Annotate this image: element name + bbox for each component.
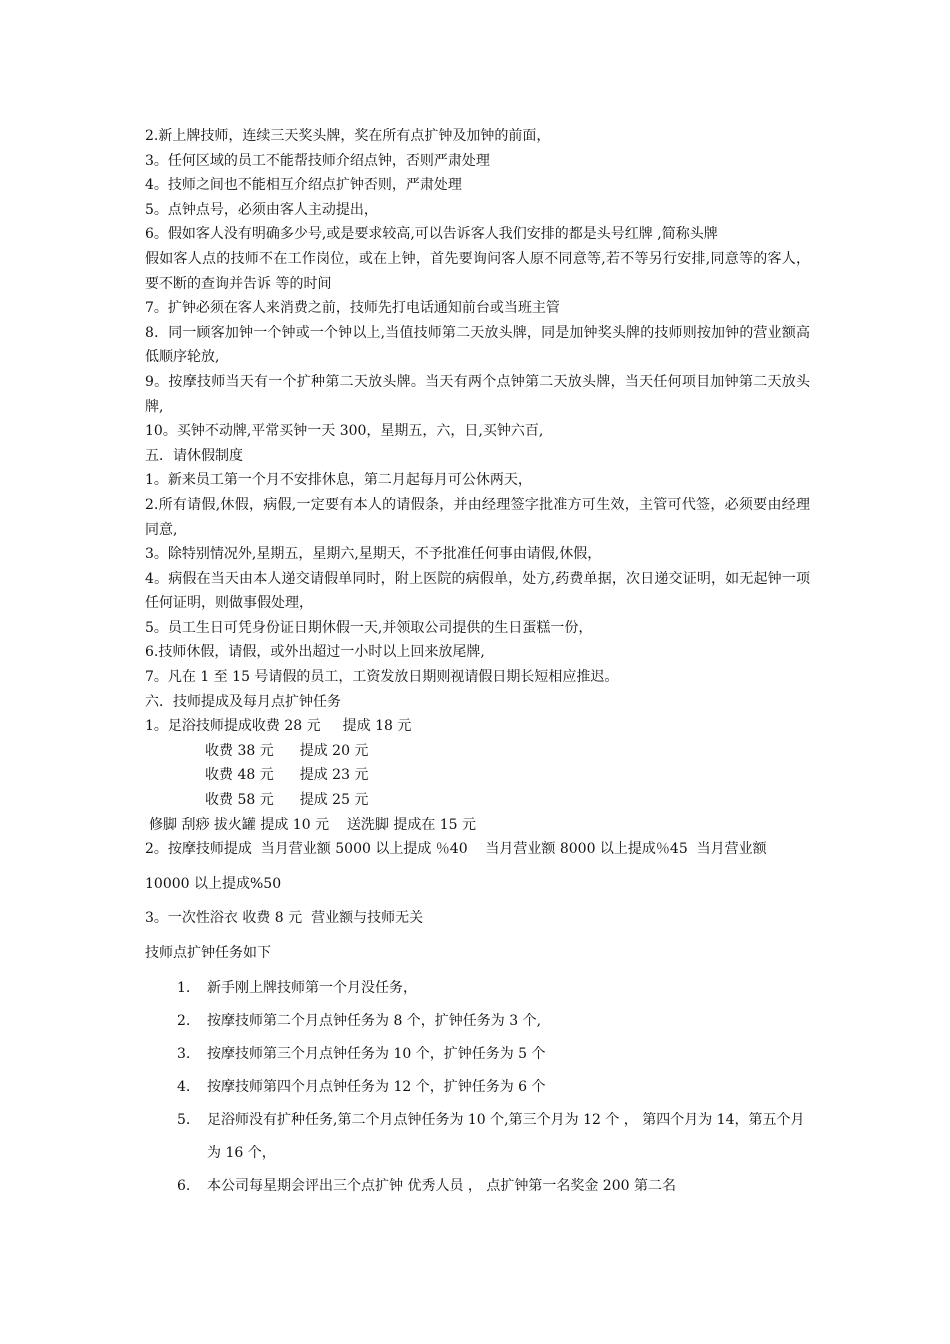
commission-foot-amount: 提成 18 元 <box>342 718 412 735</box>
list-item-text: 本公司每星期会评出三个点扩钟 优秀人员 ， 点扩钟第一名奖金 200 第二名 <box>207 1177 676 1194</box>
rule-massage-head-card: 9。按摩技师当天有一个扩种第二天放头牌。当天有两个点钟第二天放头牌，当天任何项目加钟第二天放头牌, <box>145 373 810 415</box>
list-item-text: 按摩技师第二个月点钟任务为 8 个，扩钟任务为 3 个, <box>207 1012 542 1029</box>
list-item-text: 按摩技师第三个月点钟任务为 10 个，扩钟任务为 5 个 <box>207 1045 546 1062</box>
task-heading: 技师点扩钟任务如下 <box>145 945 271 961</box>
list-item <box>145 1104 810 1170</box>
commission-row <box>145 739 810 764</box>
rule-no-referral-staff: 3。任何区域的员工不能帮技师介绍点钟，否则严肃处理 <box>145 152 490 169</box>
list-item-text: 新手刚上牌技师第一个月没任务， <box>207 979 417 996</box>
section-heading-leave: 五．请休假制度 <box>145 447 243 464</box>
rule-technician-unavailable: 假如客人点的技师不在工作岗位，或在上钟，首先要询问客人原不同意等,若不等另行安排,同意等的客人，要不断的查询并告诉 等的时间 <box>145 250 810 292</box>
leave-rule-approval: 2.所有请假,休假，病假,一定要有本人的请假条，并由经理签字批准方可生效，主管可代签，必须要由经理同意, <box>145 496 810 538</box>
rule-extend-notify: 7。扩钟必须在客人来消费之前，技师先打电话通知前台或当班主管 <box>145 300 560 317</box>
list-item-number: 2. <box>177 1012 191 1029</box>
leave-rule-new-staff: 1。新来员工第一个月不安排休息，第二月起每月可公休两天， <box>145 472 532 489</box>
task-list <box>145 972 810 1203</box>
list-item-text: 按摩技师第四个月点钟任务为 12 个，扩钟任务为 6 个 <box>207 1078 546 1095</box>
rule-customer-request: 5。点钟点号，必须由客人主动提出， <box>145 201 378 218</box>
commission-amount: 提成 20 元 <box>299 742 369 759</box>
list-item-number: 5. <box>177 1111 191 1128</box>
list-item <box>145 972 810 1005</box>
list-item-number: 1. <box>177 979 191 996</box>
commission-amount: 提成 25 元 <box>299 792 369 809</box>
list-item-number: 4. <box>177 1078 191 1095</box>
rule-add-clock: 8．同一顾客加钟一个钟或一个钟以上,当值技师第二天放头牌，同是加钟奖头牌的技师则按加钟的营业额高低顺序轮放, <box>145 324 810 366</box>
list-item-text: 足浴师没有扩种任务,第二个月点钟任务为 10 个,第三个月为 12 个 ， 第四个月为 14，第五个月为 16 个， <box>207 1111 805 1161</box>
commission-fee: 收费 38 元 <box>205 742 274 759</box>
leave-rule-weekend: 3。除特别情况外,星期五，星期六,星期天，不予批准任何事由请假,休假， <box>145 546 602 563</box>
section-heading-commission: 六．技师提成及每月点扩钟任务 <box>145 693 341 710</box>
rule-no-referral-technician: 4。技师之间也不能相互介绍点扩钟否则，严肃处理 <box>145 177 462 194</box>
list-item <box>145 1005 810 1038</box>
leave-rule-technician: 6.技师休假，请假，或外出超过一小时以上回来放尾牌, <box>145 644 485 661</box>
leave-rule-salary-delay: 7。凡在 1 至 15 号请假的员工，工资发放日期则视请假日期长短相应推迟。 <box>145 669 619 686</box>
list-item <box>145 1071 810 1104</box>
list-item <box>145 1038 810 1071</box>
rule-head-card: 6。假如客人没有明确多少号,或是要求较高,可以告诉客人我们安排的都是头号红牌 ,简称头牌 <box>145 226 718 243</box>
leave-rule-sick: 4。病假在当天由本人递交请假单同时，附上医院的病假单，处方,药费单据，次日递交证明，如无起钟一项任何证明，则做事假处理， <box>145 570 810 612</box>
leave-rule-birthday: 5。员工生日可凭身份证日期休假一天,并领取公司提供的生日蛋糕一份， <box>145 619 593 636</box>
commission-foot-fee: 1。足浴技师提成收费 28 元 <box>145 718 321 735</box>
rule-buy-clock: 10。买钟不动牌,平常买钟一天 300，星期五，六，日,买钟六百, <box>145 423 544 440</box>
commission-row <box>145 788 810 813</box>
commission-amount: 提成 23 元 <box>299 767 369 784</box>
list-item <box>145 1170 810 1203</box>
list-item-number: 6. <box>177 1177 191 1194</box>
commission-massage-line1: 2。按摩技师提成 当月营业额 5000 以上提成 ％40 当月营业额 8000 以上提成％45 当月营业额 <box>145 841 767 858</box>
list-item-number: 3. <box>177 1045 191 1062</box>
commission-fee: 收费 48 元 <box>205 767 274 784</box>
commission-foot-first <box>145 714 810 739</box>
document-page <box>145 124 810 1203</box>
commission-extra-services: 修脚 刮痧 拔火罐 提成 10 元 送洗脚 提成在 15 元 <box>149 816 477 833</box>
commission-fee: 收费 58 元 <box>205 792 274 809</box>
commission-massage-line2: 10000 以上提成%50 <box>145 875 282 892</box>
commission-robe: 3。一次性浴衣 收费 8 元 营业额与技师无关 <box>145 910 424 927</box>
rule-new-technician: 2.新上牌技师，连续三天奖头牌，奖在所有点扩钟及加钟的前面， <box>145 128 551 144</box>
commission-row <box>145 763 810 788</box>
